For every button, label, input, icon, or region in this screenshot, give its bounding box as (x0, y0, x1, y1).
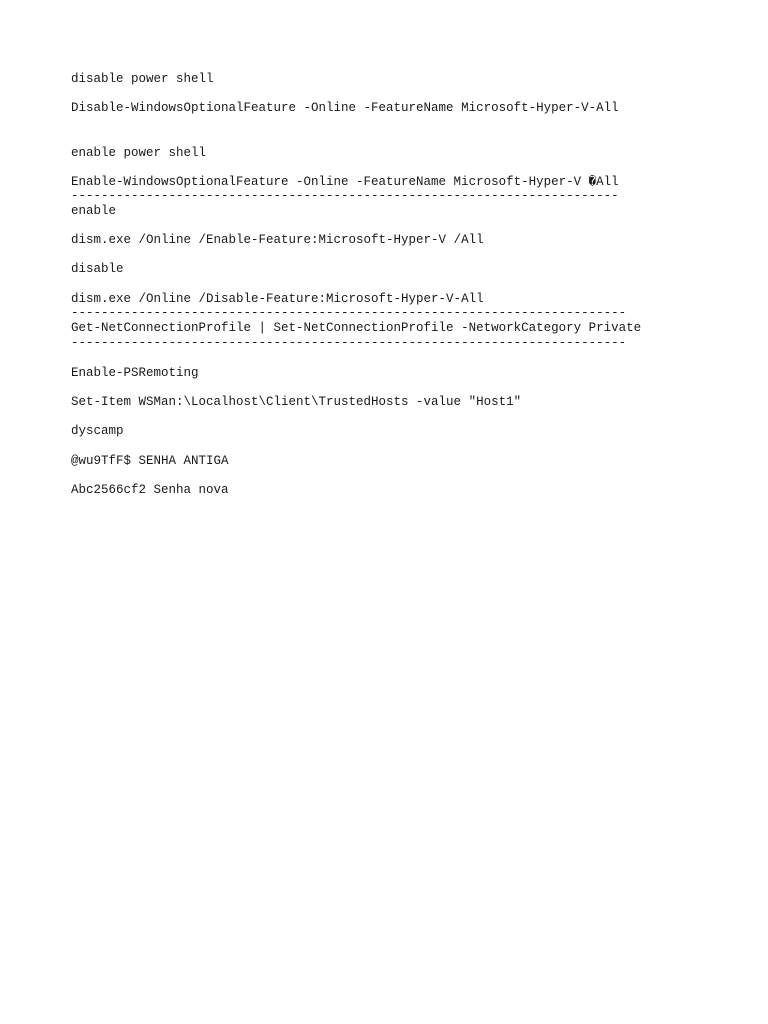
command-enable-hyperv-powershell: Enable-WindowsOptionalFeature -Online -FeatureName Microsoft-Hyper-V �All (71, 175, 619, 189)
command-set-network-profile: Get-NetConnectionProfile | Set-NetConnectionProfile -NetworkCategory Private (71, 321, 642, 335)
note-old-password: @wu9TfF$ SENHA ANTIGA (71, 454, 229, 468)
separator-line: -------------------------------------------------------------------------- (71, 306, 627, 320)
command-enable-psremoting: Enable-PSRemoting (71, 366, 199, 380)
heading-enable-powershell: enable power shell (71, 146, 207, 160)
note-username: dyscamp (71, 424, 124, 438)
heading-disable-dism: disable (71, 262, 124, 276)
command-disable-hyperv-powershell: Disable-WindowsOptionalFeature -Online -FeatureName Microsoft-Hyper-V-All (71, 101, 619, 115)
command-set-trusted-hosts: Set-Item WSMan:\Localhost\Client\TrustedHosts -value "Host1" (71, 395, 522, 409)
command-disable-hyperv-dism: dism.exe /Online /Disable-Feature:Microsoft-Hyper-V-All (71, 292, 484, 306)
heading-enable-dism: enable (71, 204, 117, 218)
heading-disable-powershell: disable power shell (71, 72, 214, 86)
separator-line: -------------------------------------------------------------------------- (71, 336, 627, 350)
separator-line: ------------------------------------------------------------------------- (71, 189, 619, 203)
note-new-password: Abc2566cf2 Senha nova (71, 483, 229, 497)
command-enable-hyperv-dism: dism.exe /Online /Enable-Feature:Microsoft-Hyper-V /All (71, 233, 484, 247)
